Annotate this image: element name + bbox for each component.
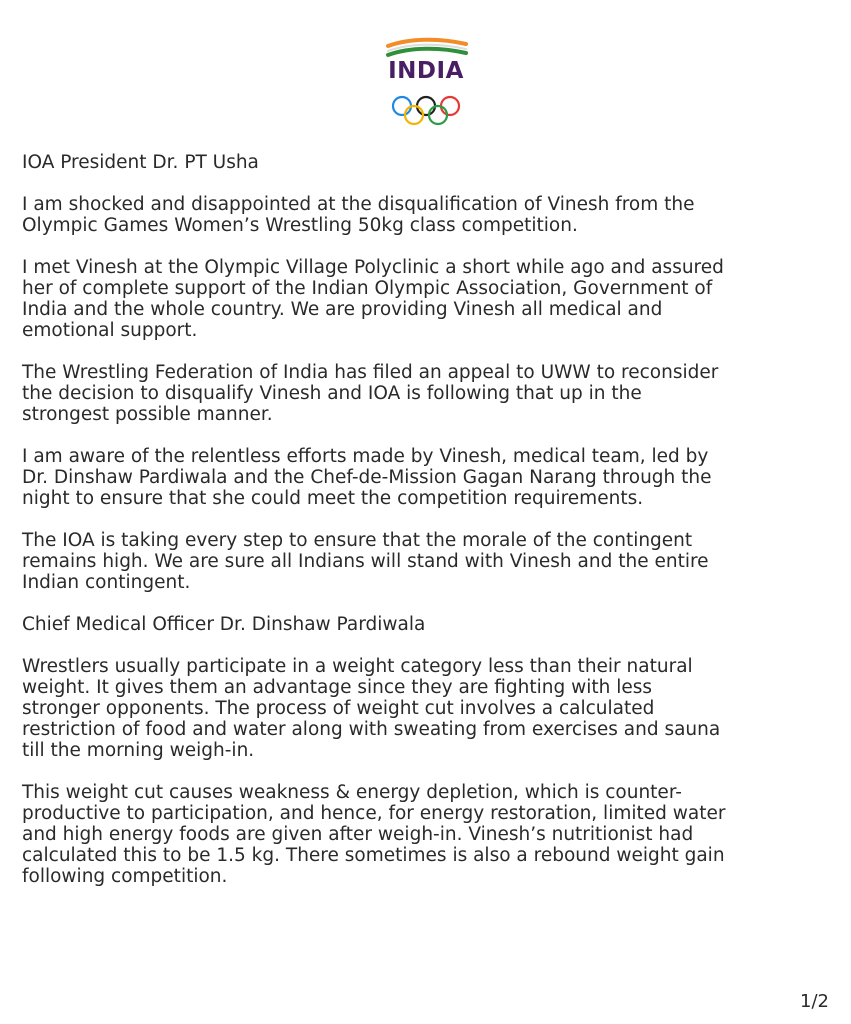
flag-stripes-icon <box>380 36 472 58</box>
section-heading-chief-medical-officer: Chief Medical Officer Dr. Dinshaw Pardiwala <box>22 614 426 635</box>
paragraph: This weight cut causes weakness & energy depletion, which is counter- productive to participation, and hence, for energy restoration, limited water and high energy foods are given after weigh-in. Vinesh’s nutritionist had calculated this to be 1.5 kg. There sometimes is also a rebound weight gain following competition. <box>22 782 726 887</box>
logo-wordmark: INDIA <box>388 58 464 84</box>
page-number: 1/2 <box>800 991 829 1012</box>
paragraph: The IOA is taking every step to ensure that the morale of the contingent remains high. We are sure all Indians will stand with Vinesh and the entire Indian contingent. <box>22 530 709 593</box>
paragraph: I am aware of the relentless efforts made by Vinesh, medical team, led by Dr. Dinshaw Pardiwala and the Chef-de-Mission Gagan Narang through the night to ensure that she could meet the competition requirements. <box>22 446 712 509</box>
india-olympic-logo <box>380 36 472 128</box>
paragraph: Wrestlers usually participate in a weight category less than their natural weight. It gives them an advantage since they are fighting with less stronger opponents. The process of weight cut involves a calculated restriction of food and water along with sweating from exercises and sauna till the morning weigh-in. <box>22 656 721 761</box>
statement-body <box>22 152 834 908</box>
paragraph: The Wrestling Federation of India has filed an appeal to UWW to reconsider the decision to disqualify Vinesh and IOA is following that up in the strongest possible manner. <box>22 362 719 425</box>
paragraph: I met Vinesh at the Olympic Village Polyclinic a short while ago and assured her of complete support of the Indian Olympic Association, Government of India and the whole country. We are providing Vinesh all medical and emotional support. <box>22 257 724 341</box>
section-heading-ioa-president: IOA President Dr. PT Usha <box>22 152 259 173</box>
paragraph: I am shocked and disappointed at the disqualification of Vinesh from the Olympic Games Women’s Wrestling 50kg class competition. <box>22 194 695 236</box>
olympic-rings-icon <box>390 94 462 128</box>
